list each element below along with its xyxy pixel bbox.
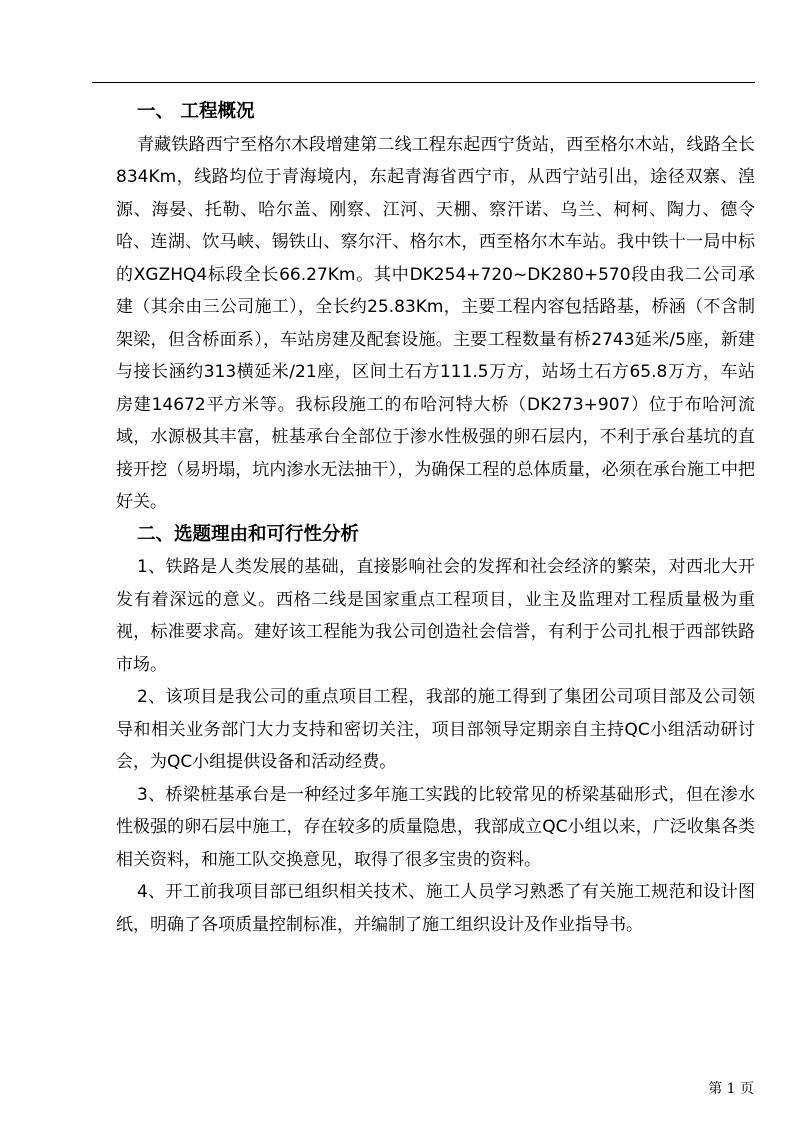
header-rule (92, 82, 755, 83)
overview-paragraph: 青藏铁路西宁至格尔木段增建第二线工程东起西宁货站，西至格尔木站，线路全长834Km，线路均位于青海境内，东起青海省西宁市，从西宁站引出，途径双寨、湟源、海晏、托勒、哈尔盖、刚察、江河、天棚、察汗诺、乌兰、柯柯、陶力、德令哈、连湖、饮马峡、锡铁山、察尔汗、格尔木，西至格尔木车站。我中铁十一局中标的XGZHQ4标段全长66.27Km。其中DK254+720~DK280+570段由我二公司承建（其余由三公司施工），全长约25.83Km，主要工程内容包括路基，桥涵（不含制架梁，但含桥面系），车站房建及配套设施。主要工程数量有桥2743延米/5座，新建与接长涵约313横延米/21座，区间土石方111.5万方，站场土石方65.8万方，车站房建14672平方米等。我标段施工的布哈河特大桥（DK273+907）位于布哈河流域，水源极其丰富，桩基承台全部位于渗水性极强的卵石层内，不利于承台基坑的直接开挖（易坍塌，坑内渗水无法抽干），为确保工程的总体质量，必须在承台施工中把好关。 (116, 134, 755, 512)
page-content (116, 96, 755, 941)
section-heading-rationale: 二、选题理由和可行性分析 (137, 523, 360, 545)
rationale-paragraph-3: 3、桥梁桩基承台是一种经过多年施工实践的比较常见的桥梁基础形式，但在渗水性极强的卵石层中施工，存在较多的质量隐患，我部成立QC小组以来，广泛收集各类相关资料，和施工队交换意见，取得了很多宝贵的资料。 (116, 784, 755, 870)
page-number: 第 1 页 (708, 1081, 754, 1097)
section-heading-overview: 一、 工程概况 (137, 101, 255, 122)
rationale-paragraph-4: 4、开工前我项目部已组织相关技术、施工人员学习熟悉了有关施工规范和设计图纸，明确了各项质量控制标准，并编制了施工组织设计及作业指导书。 (116, 882, 755, 935)
rationale-paragraph-1: 1、铁路是人类发展的基础，直接影响社会的发挥和社会经济的繁荣，对西北大开发有着深远的意义。西格二线是国家重点工程项目，业主及监理对工程质量极为重视，标准要求高。建好该工程能为我公司创造社会信誉，有利于公司扎根于西部铁路市场。 (116, 557, 755, 675)
rationale-paragraph-2: 2、该项目是我公司的重点项目工程，我部的施工得到了集团公司项目部及公司领导和相关业务部门大力支持和密切关注，项目部领导定期亲自主持QC小组活动研讨会，为QC小组提供设备和活动经费。 (116, 687, 755, 772)
